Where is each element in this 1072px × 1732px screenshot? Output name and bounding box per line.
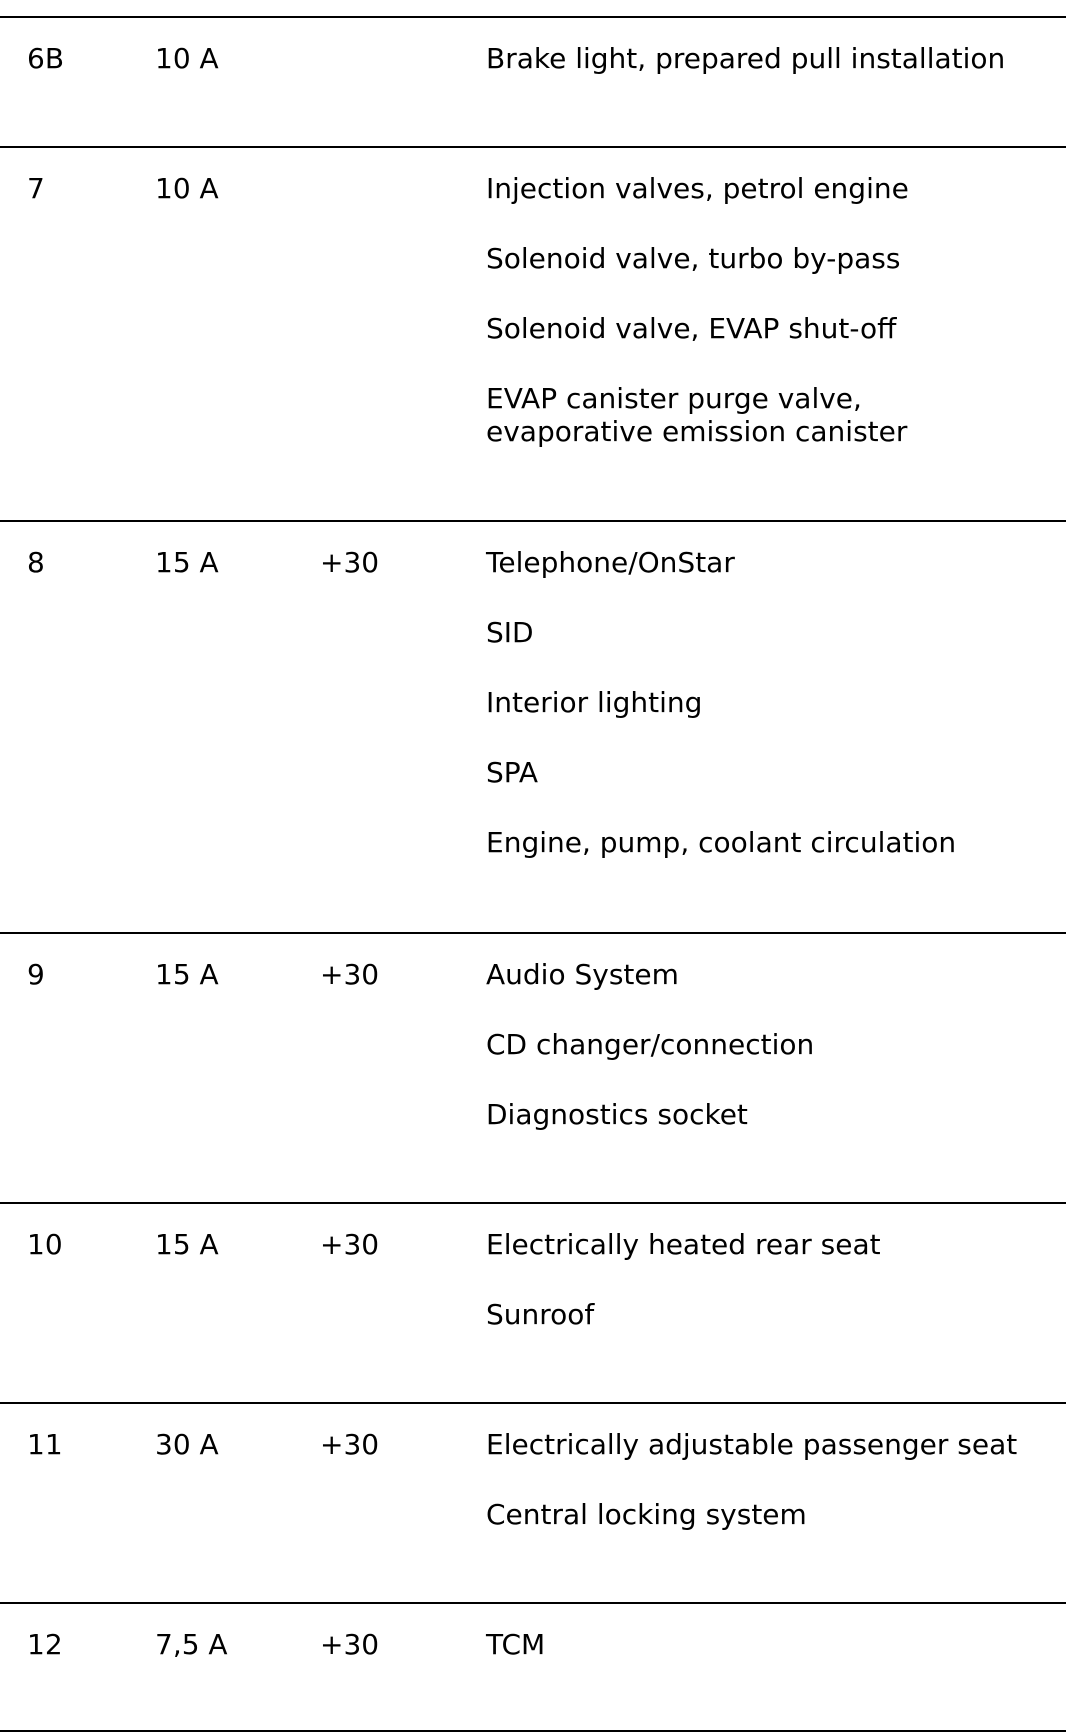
consumer-list [486,172,1056,448]
fuse-amperage: 15 A [155,546,219,579]
consumer-item: CD changer/connection [486,1028,815,1061]
fuse-table [0,16,1066,1732]
fuse-number: 10 [27,1228,63,1261]
consumer-item: Injection valves, petrol engine [486,172,909,205]
consumer-item: Sunroof [486,1298,595,1331]
fuse-number: 8 [27,546,45,579]
consumer-list [486,546,1056,859]
consumer-list [486,42,1056,75]
consumer-item: Diagnostics socket [486,1098,748,1131]
fuse-supply: +30 [320,546,380,579]
fuse-number: 12 [27,1628,63,1661]
consumer-item: Audio System [486,958,679,991]
table-row [0,146,1066,520]
consumer-item: Central locking system [486,1498,807,1531]
consumer-item: Interior lighting [486,686,703,719]
fuse-amperage: 15 A [155,1228,219,1261]
fuse-amperage: 30 A [155,1428,219,1461]
consumer-item: Brake light, prepared pull installation [486,42,1006,75]
fuse-number: 6B [27,42,65,75]
consumer-item: Solenoid valve, turbo by-pass [486,242,901,275]
fuse-supply: +30 [320,1628,380,1661]
consumer-item: EVAP canister purge valve, evaporative emission canister [486,382,908,448]
consumer-item: TCM [486,1628,546,1661]
consumer-list [486,1428,1056,1531]
fuse-number: 7 [27,172,45,205]
consumer-item: SPA [486,756,539,789]
consumer-item: Electrically heated rear seat [486,1228,881,1261]
consumer-list [486,1628,1056,1661]
table-row [0,1402,1066,1602]
fuse-amperage: 7,5 A [155,1628,228,1661]
consumer-item: Electrically adjustable passenger seat [486,1428,1018,1461]
consumer-item: Solenoid valve, EVAP shut-off [486,312,897,345]
consumer-item: Telephone/OnStar [486,546,735,579]
table-row [0,520,1066,932]
fuse-amperage: 10 A [155,42,219,75]
fuse-number: 11 [27,1428,63,1461]
fuse-amperage: 15 A [155,958,219,991]
fuse-supply: +30 [320,1228,380,1261]
consumer-item: Engine, pump, coolant circulation [486,826,957,859]
consumer-list [486,1228,1056,1331]
table-row [0,932,1066,1202]
table-row [0,1602,1066,1730]
consumer-item: SID [486,616,534,649]
fuse-number: 9 [27,958,45,991]
table-row [0,16,1066,146]
table-row [0,1202,1066,1402]
consumer-list [486,958,1056,1131]
fuse-supply: +30 [320,958,380,991]
fuse-amperage: 10 A [155,172,219,205]
fuse-supply: +30 [320,1428,380,1461]
